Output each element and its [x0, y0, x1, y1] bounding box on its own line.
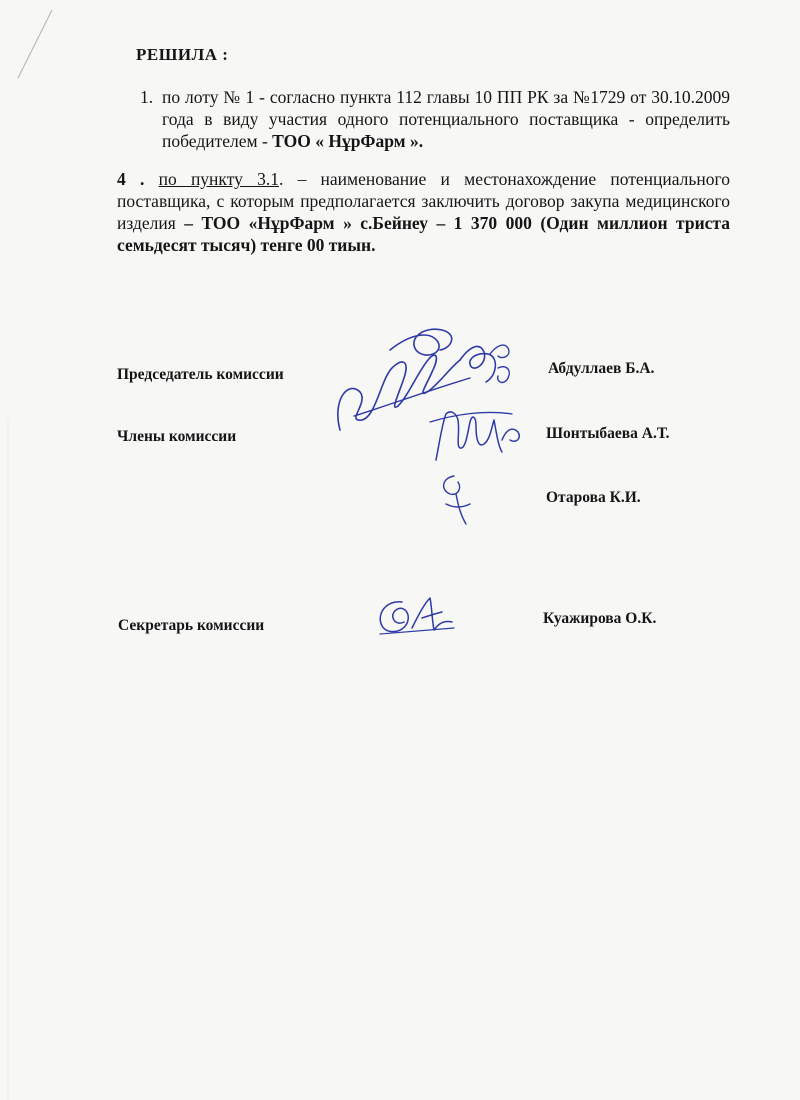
item-4-reference-link[interactable]: по пункту 3.1: [158, 169, 279, 189]
item-1-number: 1.: [140, 87, 154, 107]
member-2-name: Отарова К.И.: [546, 489, 641, 506]
secretary-name: Куажирова О.К.: [543, 610, 657, 627]
decision-heading: РЕШИЛА :: [136, 45, 229, 64]
item-4-body: . – наименование и местонахождение потенциального поставщика, с которым предполагается заключить договор закупа медицинского изделия: [117, 169, 730, 233]
secretary-signature: [372, 590, 462, 640]
member-1-name: Шонтыбаева А.Т.: [546, 425, 670, 442]
secretary-label: Секретарь комиссии: [118, 617, 265, 634]
members-label: Члены комиссии: [117, 428, 237, 445]
member-1-signature: [426, 400, 526, 470]
decision-item-1: [140, 86, 730, 152]
item-1-text: [162, 86, 730, 152]
item-1-body: по лоту № 1 - согласно пункта 112 главы 10 ПП РК за №1729 от 30.10.2009 года в виду участия одного потенциального поставщика - определить победителем -: [162, 87, 730, 151]
decision-item-4: [117, 168, 730, 256]
chairman-name: Абдуллаев Б.А.: [548, 360, 655, 377]
member-2-signature: [432, 470, 482, 530]
chairman-label: Председатель комиссии: [117, 366, 284, 383]
item-4-number: 4 .: [117, 169, 145, 189]
item-4-contract-summary: – ТОО «НұрФарм » с.Бейнеу – 1 370 000 (Один миллион триста семьдесят тысяч) тенге 00 тиын.: [117, 213, 730, 255]
item-1-winner: ТОО « НұрФарм ».: [272, 131, 424, 151]
